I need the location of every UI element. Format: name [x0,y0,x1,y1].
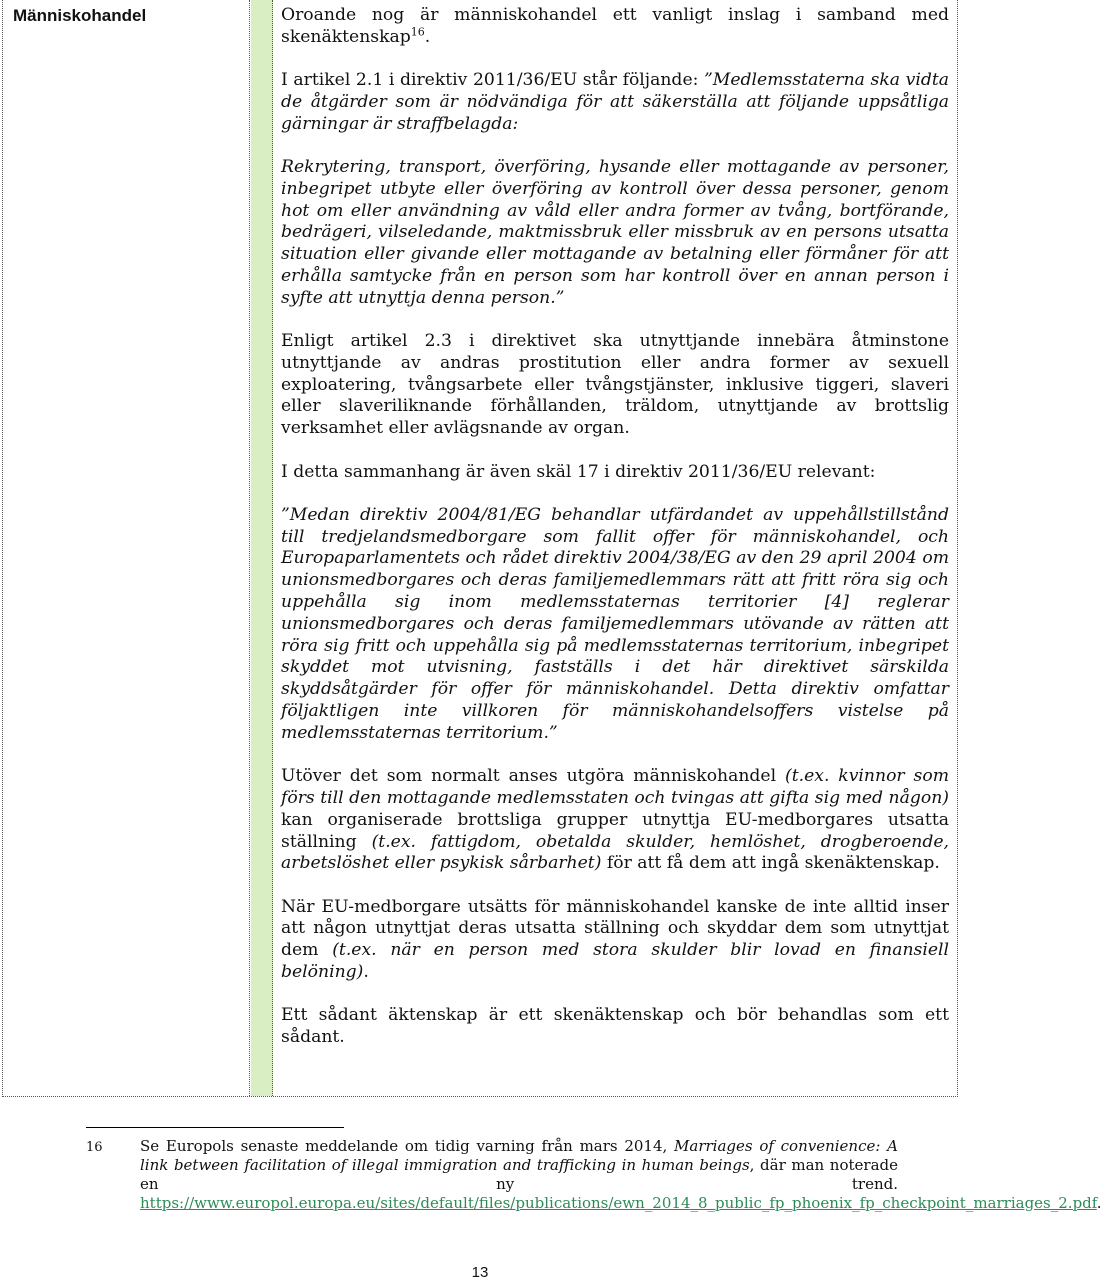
paragraph-text: Enligt artikel 2.3 i direktivet ska utnyttjande innebära åtminstone utnyttjande av andras prostitution eller andra former av sexuell exploatering, tvångsarbete eller tvångstjänster, inklusive tiggeri, slaveri eller slaveriliknande förhållanden, träldom, utnyttjande av brottslig verksamhet eller avlägsnande av organ. [281,331,949,439]
footnote-text-before: Se Europols senaste meddelande om tidig varning från mars 2014, [140,1137,675,1155]
paragraph [281,157,949,310]
paragraph-text: . [363,961,369,982]
footnote-reference: 16 [410,25,425,39]
italic-text: (t.ex. fattigdom, obetalda skulder, hemlöshet, drogberoende, arbetslöshet eller psykisk sårbarhet) [281,831,949,874]
footnote-end: . [1096,1194,1102,1212]
paragraph-text: för att få dem att ingå skenäktenskap. [601,853,940,874]
paragraph-text: kan organiserade brottsliga grupper utnyttja EU-medborgares utsatta ställning [281,809,949,852]
paragraph-text: Rekrytering, transport, överföring, hysande eller mottagande av personer, inbegripet utbyte eller överföring av kontroll över dessa personer, genom hot om eller användning av våld eller andra former av tvång, bortförande, bedrägeri, vilseledande, maktmissbruk eller missbruk av en persons utsatta situation eller givande eller mottagande av betalning eller förmåner för att erhålla samtycke från en person som har kontroll över en annan person i syfte att utnyttja denna person.” [281,156,949,308]
paragraph-text: När EU-medborgare utsätts för människohandel kanske de inte alltid inser att någon utnyttjat deras utsatta ställning och skyddar dem som utnyttjat dem [281,896,949,961]
paragraph-text: Utöver det som normalt anses utgöra människohandel [281,766,785,787]
paragraph [281,505,949,745]
footnote-title: Marriages of convenience: A link between facilitation of illegal immigration and trafficking in human beings [140,1137,898,1174]
italic-text: (t.ex. kvinnor som förs till den mottagande medlemsstaten och tvingas att gifta sig med någon) [281,766,949,808]
paragraph [281,331,949,440]
text-column [281,5,949,1070]
paragraph [281,766,949,875]
green-marker-column [251,0,273,1096]
row-label: Människohandel [13,6,147,25]
footnote-link[interactable]: https://www.europol.europa.eu/sites/default/files/publications/ewn_2014_8_public_fp_phoenix_fp_checkpoint_marriages_2.pdf [140,1194,1097,1212]
paragraph-text: I artikel 2.1 i direktiv 2011/36/EU står följande: [281,70,704,91]
footnote-number: 16 [86,1140,103,1155]
label-column [3,0,250,1096]
paragraph-text: Oroande nog är människohandel ett vanligt inslag i samband med skenäktenskap [281,5,949,47]
paragraph-text: . [424,26,431,47]
footnote-separator [86,1127,344,1128]
paragraph-text: Ett sådant äktenskap är ett skenäktenskap och bör behandlas som ett sådant. [281,1005,949,1048]
footnote-body [140,1137,1102,1213]
footnote-text-after: , där man noterade en ny trend. [140,1156,898,1193]
paragraph-text: ”Medan direktiv 2004/81/EG behandlar utfärdandet av uppehållstillstånd till tredjelandsmedborgare som fallit offer för människohandel, och Europaparlamentets och rådet direktiv 2004/38/EG av den 29 april 2004 om unionsmedborgares och deras familjemedlemmars rätt att fritt röra sig och uppehålla sig inom medlemsstaternas territorier [4] reglerar unionsmedborgares och deras familjemedlemmars utövande av rätten att röra sig fritt och uppehålla sig på medlemsstaternas territorium, inbegripet skyddet mot utvisning, fastställs i det här direktivet särskilda skyddsåtgärder för offer för människohandel. Detta direktiv omfattar följaktligen inte villkoren för människohandelsoffers vistelse på medlemsstaternas territorium.” [281,504,949,743]
paragraph [281,5,949,49]
paragraph [281,1005,949,1049]
paragraph-text: I detta sammanhang är även skäl 17 i direktiv 2011/36/EU relevant: [281,461,876,482]
italic-text: ”Medlemsstaterna ska vidta de åtgärder som är nödvändiga för att säkerställa att följande uppsåtliga gärningar är straffbelagda: [281,70,949,134]
footnote [86,1137,1102,1213]
paragraph [281,70,949,135]
paragraph [281,897,949,984]
page-number: 13 [471,1264,489,1281]
italic-text: (t.ex. när en person med stora skulder blir lovad en finansiell belöning) [281,940,950,982]
paragraph [281,462,949,484]
